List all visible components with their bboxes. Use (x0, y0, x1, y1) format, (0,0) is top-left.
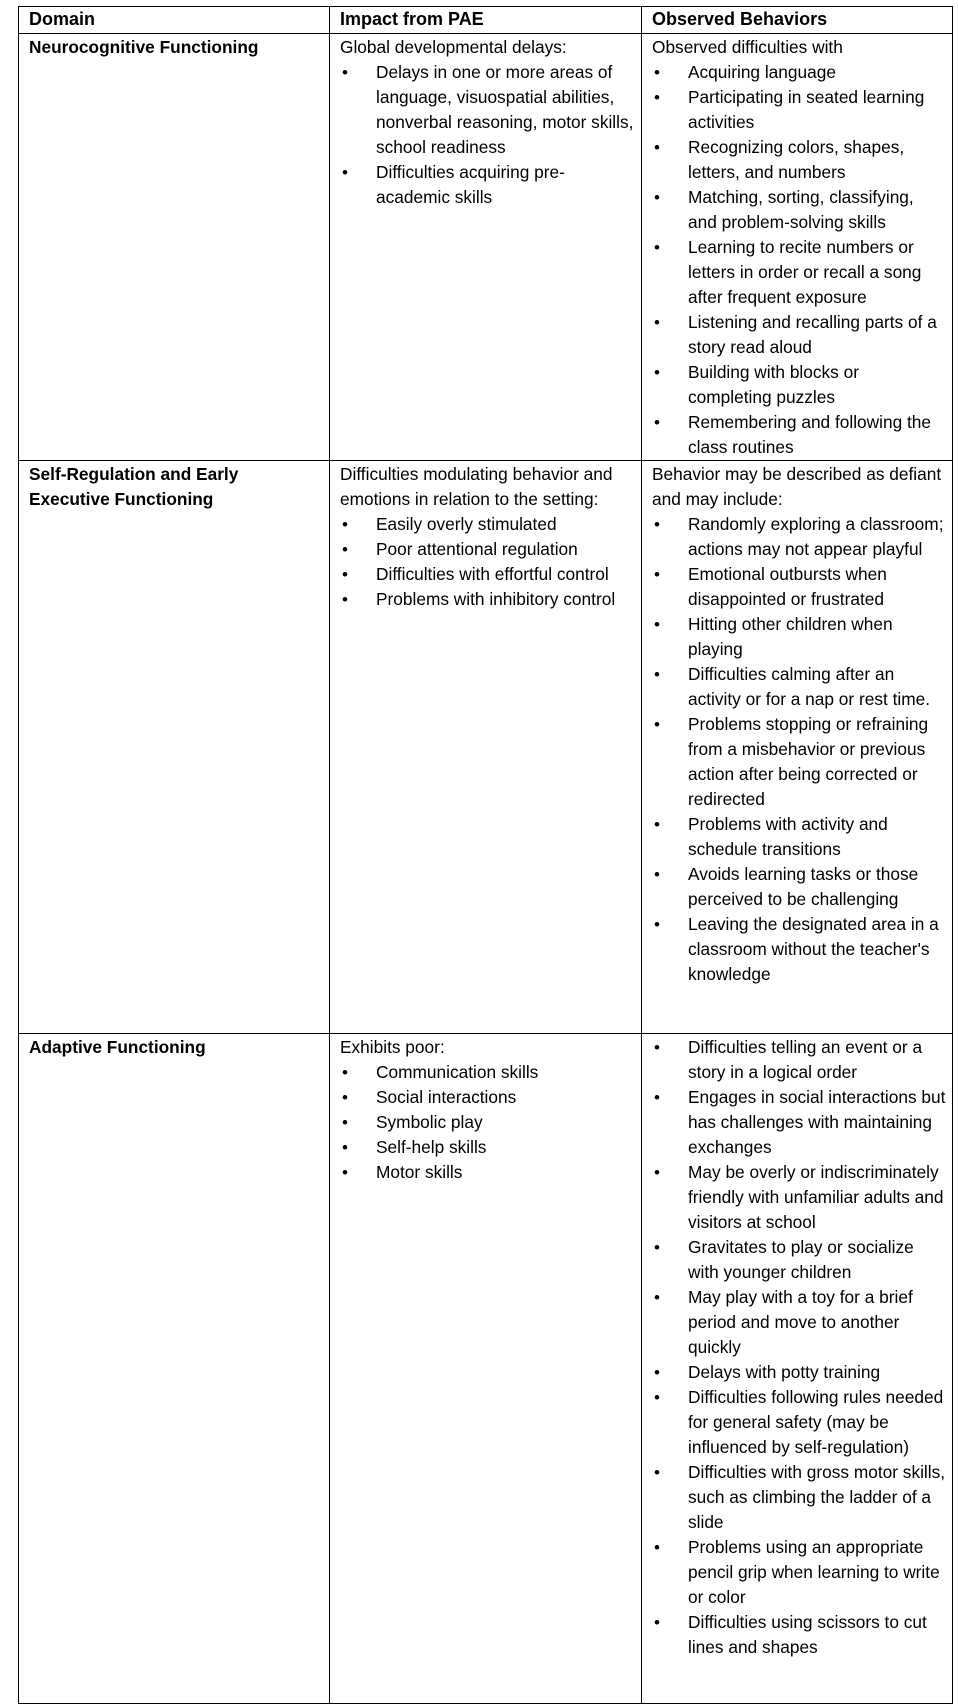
list-item: • Acquiring language (652, 60, 946, 85)
list-item: • Engages in social interactions but has challenges with maintaining exchanges (652, 1085, 946, 1160)
list-item: • Difficulties with effortful control (340, 562, 635, 587)
list-item: • May play with a toy for a brief period and move to another quickly (652, 1285, 946, 1360)
domain-cell: Self-Regulation and Early Executive Functioning (19, 461, 330, 1034)
list-item: • Delays with potty training (652, 1360, 946, 1385)
list-item: • Difficulties calming after an activity or for a nap or rest time. (652, 662, 946, 712)
list-item: • Gravitates to play or socialize with younger children (652, 1235, 946, 1285)
list-item: • Difficulties telling an event or a story in a logical order (652, 1035, 946, 1085)
table-row (19, 1034, 953, 1704)
table-row (19, 461, 953, 1034)
behaviors-cell-list (652, 60, 946, 460)
list-item: • Communication skills (340, 1060, 635, 1085)
impact-cell-list (340, 1060, 635, 1185)
impact-cell (330, 34, 642, 461)
impact-cell-intro: Global developmental delays: (340, 37, 567, 57)
table-row (19, 34, 953, 461)
list-item: • Problems with inhibitory control (340, 587, 635, 612)
impact-cell (330, 1034, 642, 1704)
list-item: • Remembering and following the class routines (652, 410, 946, 460)
list-item: • Difficulties acquiring pre-academic skills (340, 160, 635, 210)
list-item: • Poor attentional regulation (340, 537, 635, 562)
list-item: • Problems stopping or refraining from a misbehavior or previous action after being corrected or redirected (652, 712, 946, 812)
impact-cell-list (340, 60, 635, 210)
impact-cell-intro: Difficulties modulating behavior and emotions in relation to the setting: (340, 464, 613, 509)
domain-cell: Adaptive Functioning (19, 1034, 330, 1704)
list-item: • Randomly exploring a classroom; actions may not appear playful (652, 512, 946, 562)
behaviors-cell-intro: Behavior may be described as defiant and may include: (652, 464, 942, 509)
list-item: • Avoids learning tasks or those perceived to be challenging (652, 862, 946, 912)
impact-cell-list (340, 512, 635, 612)
list-item: • Difficulties using scissors to cut lines and shapes (652, 1610, 946, 1660)
list-item: • Easily overly stimulated (340, 512, 635, 537)
pae-impact-table (18, 6, 953, 1704)
list-item: • Listening and recalling parts of a story read aloud (652, 310, 946, 360)
table-body (19, 34, 953, 1704)
list-item: • Problems using an appropriate pencil grip when learning to write or color (652, 1535, 946, 1610)
table-header-row (19, 7, 953, 34)
list-item: • Self-help skills (340, 1135, 635, 1160)
header-domain: Domain (19, 7, 330, 34)
list-item: • Participating in seated learning activities (652, 85, 946, 135)
header-impact: Impact from PAE (330, 7, 642, 34)
behaviors-cell (642, 34, 953, 461)
list-item: • Problems with activity and schedule transitions (652, 812, 946, 862)
list-item: • Motor skills (340, 1160, 635, 1185)
impact-cell-intro: Exhibits poor: (340, 1037, 445, 1057)
list-item: • May be overly or indiscriminately friendly with unfamiliar adults and visitors at school (652, 1160, 946, 1235)
list-item: • Hitting other children when playing (652, 612, 946, 662)
list-item: • Building with blocks or completing puzzles (652, 360, 946, 410)
domain-cell: Neurocognitive Functioning (19, 34, 330, 461)
list-item: • Symbolic play (340, 1110, 635, 1135)
behaviors-cell (642, 461, 953, 1034)
list-item: • Matching, sorting, classifying, and problem-solving skills (652, 185, 946, 235)
list-item: • Learning to recite numbers or letters in order or recall a song after frequent exposure (652, 235, 946, 310)
list-item: • Delays in one or more areas of language, visuospatial abilities, nonverbal reasoning, motor skills, school readiness (340, 60, 635, 160)
list-item: • Difficulties with gross motor skills, such as climbing the ladder of a slide (652, 1460, 946, 1535)
behaviors-cell-list (652, 1035, 946, 1660)
list-item: • Leaving the designated area in a classroom without the teacher's knowledge (652, 912, 946, 987)
behaviors-cell (642, 1034, 953, 1704)
list-item: • Recognizing colors, shapes, letters, and numbers (652, 135, 946, 185)
list-item: • Difficulties following rules needed for general safety (may be influenced by self-regulation) (652, 1385, 946, 1460)
header-behaviors: Observed Behaviors (642, 7, 953, 34)
list-item: • Social interactions (340, 1085, 635, 1110)
behaviors-cell-list (652, 512, 946, 987)
behaviors-cell-intro: Observed difficulties with (652, 37, 843, 57)
list-item: • Emotional outbursts when disappointed or frustrated (652, 562, 946, 612)
impact-cell (330, 461, 642, 1034)
